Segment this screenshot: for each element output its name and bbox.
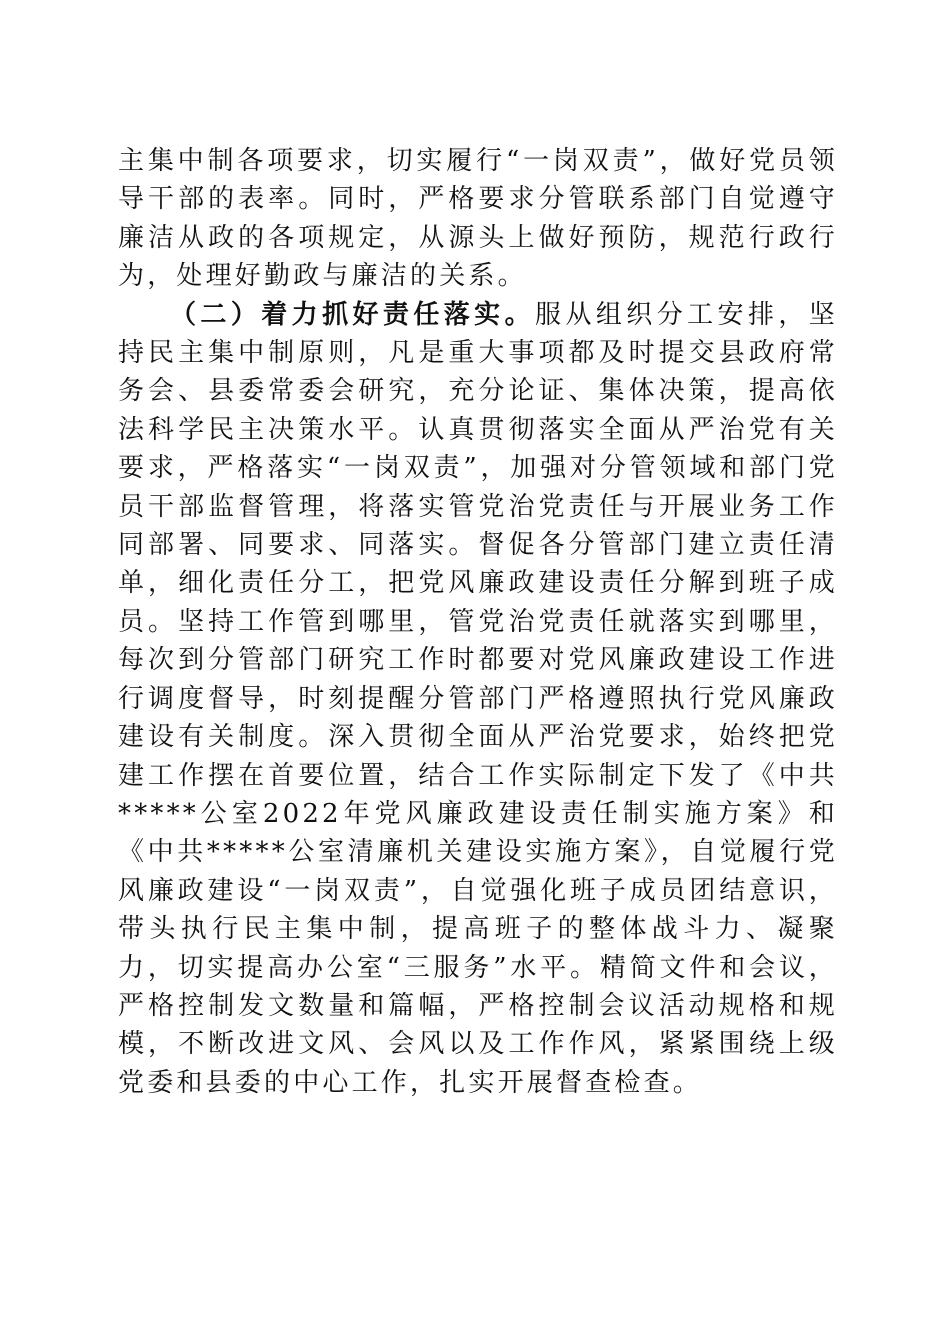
paragraph-2 (118, 296, 838, 1103)
document-body (118, 142, 838, 1102)
section-heading: （二）着力抓好责任落实。 (170, 299, 536, 330)
paragraph-1: 主集中制各项要求，切实履行“一岗双责”，做好党员领导干部的表率。同时，严格要求分管联系部门自觉遵守廉洁从政的各项规定，从源头上做好预防，规范行政行为，处理好勤政与廉洁的关系。 (118, 146, 838, 292)
paragraph-2-body: 服从组织分工安排，坚持民主集中制原则，凡是重大事项都及时提交县政府常务会、县委常委会研究，充分论证、集体决策，提高依法科学民主决策水平。认真贯彻落实全面从严治党有关要求，严格落实“一岗双责”，加强对分管领域和部门党员干部监督管理，将落实管党治党责任与开展业务工作同部署、同要求、同落实。督促各分管部门建立责任清单，细化责任分工，把党风廉政建设责任分解到班子成员。坚持工作管到哪里，管党治党责任就落实到哪里，每次到分管部门研究工作时都要对党风廉政建设工作进行调度督导，时刻提醒分管部门严格遵照执行党风廉政建设有关制度。深入贯彻全面从严治党要求，始终把党建工作摆在首要位置，结合工作实际制定下发了《中共*****公室2022年党风廉政建设责任制实施方案》和《中共*****公室清廉机关建设实施方案》，自觉履行党风廉政建设“一岗双责”，自觉强化班子成员团结意识，带头执行民主集中制，提高班子的整体战斗力、凝聚力，切实提高办公室“三服务”水平。精简文件和会议，严格控制发文数量和篇幅，严格控制会议活动规格和规模，不断改进文风、会风以及工作作风，紧紧围绕上级党委和县委的中心工作，扎实开展督查检查。 (118, 299, 838, 1098)
